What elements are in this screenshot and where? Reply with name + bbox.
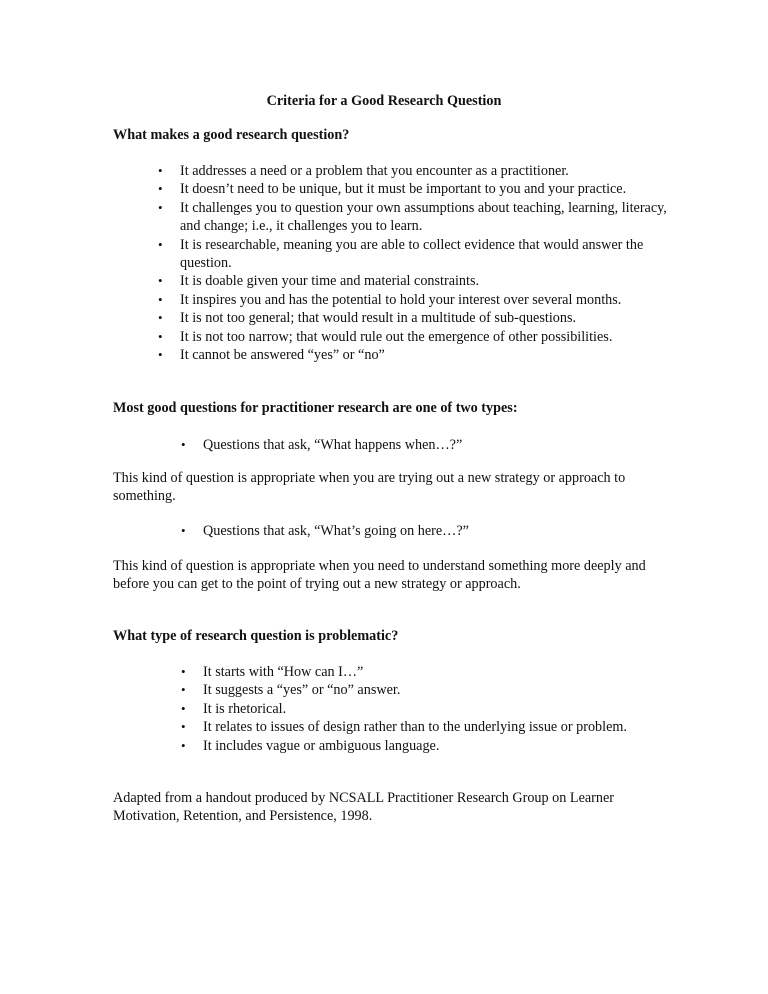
list-item: • It is not too narrow; that would rule out the emergence of other possibilities.: [180, 328, 670, 346]
section-heading-two-types: Most good questions for practitioner research are one of two types:: [113, 400, 518, 416]
list-item: • It addresses a need or a problem that you encounter as a practitioner.: [180, 162, 670, 180]
question-type-list-2: [203, 522, 673, 540]
section-heading-problematic: What type of research question is problematic?: [113, 628, 399, 644]
question-type-list-1: [203, 436, 673, 454]
type2-description: This kind of question is appropriate when you need to understand something more deeply and before you can get to the point of trying out a new strategy or approach.: [113, 558, 646, 593]
list-item: • It inspires you and has the potential to hold your interest over several months.: [180, 291, 670, 309]
list-item: • It suggests a “yes” or “no” answer.: [203, 681, 673, 699]
good-question-criteria-list: [180, 162, 670, 364]
list-item: • It is doable given your time and material constraints.: [180, 272, 670, 290]
type1-description: This kind of question is appropriate when you are trying out a new strategy or approach to something.: [113, 470, 626, 505]
document-title: Criteria for a Good Research Question: [266, 93, 502, 109]
list-item: • It relates to issues of design rather than to the underlying issue or problem.: [203, 718, 673, 736]
source-note: Adapted from a handout produced by NCSALL Practitioner Research Group on Learner Motivation, Retention, and Persistence, 1998.: [113, 790, 615, 825]
list-item: • It starts with “How can I…”: [203, 663, 673, 681]
list-item: • It includes vague or ambiguous language.: [203, 737, 673, 755]
list-item: • It is rhetorical.: [203, 700, 673, 718]
section-heading-good-question: What makes a good research question?: [113, 127, 350, 143]
list-item: • It challenges you to question your own assumptions about teaching, learning, literacy, and change; i.e., it challenges you to learn.: [180, 199, 670, 236]
list-item: • It cannot be answered “yes” or “no”: [180, 346, 670, 364]
problematic-question-list: [203, 663, 673, 755]
list-item: • It is not too general; that would result in a multitude of sub-questions.: [180, 309, 670, 327]
list-item: • Questions that ask, “What happens when…?”: [203, 436, 673, 454]
list-item: • It is researchable, meaning you are able to collect evidence that would answer the question.: [180, 236, 670, 273]
list-item: • It doesn’t need to be unique, but it must be important to you and your practice.: [180, 180, 670, 198]
list-item: • Questions that ask, “What’s going on here…?”: [203, 522, 673, 540]
